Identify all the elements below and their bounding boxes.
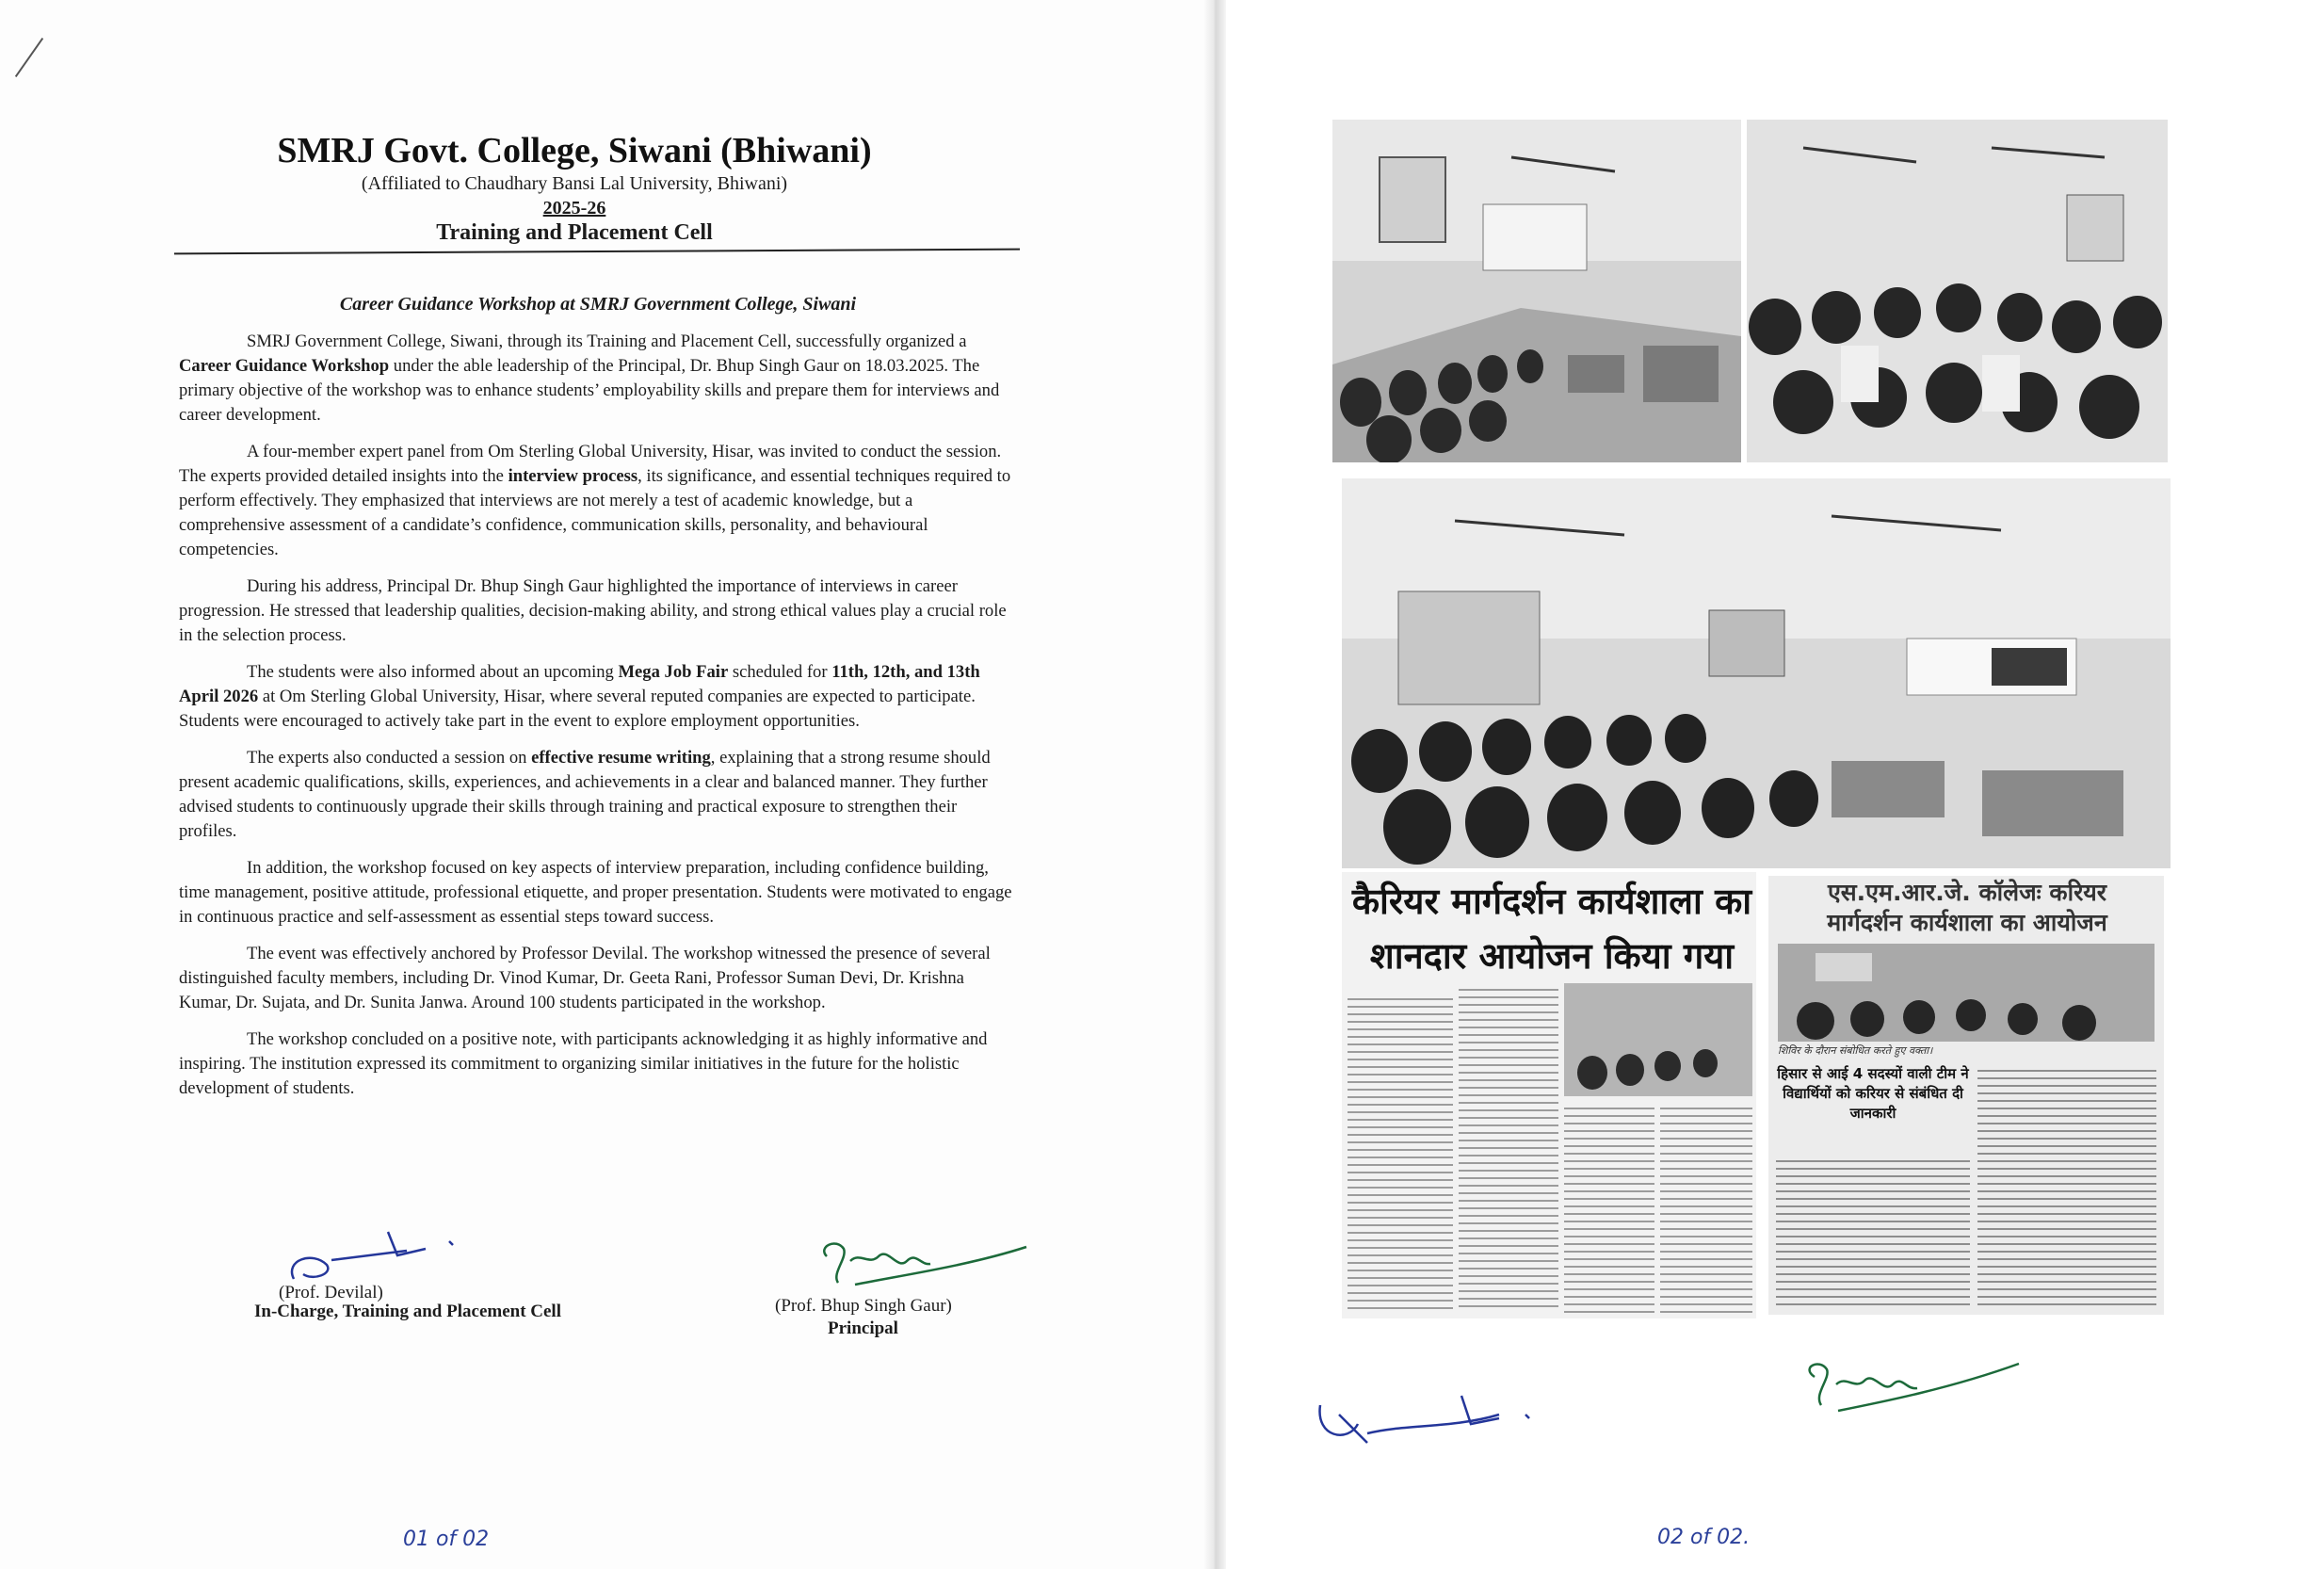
emphasis-text: effective resume writing: [531, 748, 711, 768]
emphasis-text: interview process: [508, 466, 638, 486]
clipping-1-column-2: [1459, 983, 1558, 1313]
clipping-2-photo: [1778, 944, 2155, 1042]
workshop-photo-1: [1332, 120, 1741, 462]
clipping-1-headline-line-1: कैरियर मार्गदर्शन कार्यशाला का: [1351, 881, 1752, 922]
principal-title: Principal: [828, 1318, 898, 1338]
clipping-2-headline-line-1: एस.एम.आर.जे. कॉलेजः करियर: [1827, 879, 2107, 906]
affiliation-line: (Affiliated to Chaudhary Bansi Lal University, Bhiwani): [361, 173, 788, 194]
incharge-signature: [275, 1222, 492, 1288]
incharge-signature-page-2: [1311, 1386, 1537, 1452]
principal-signature: [817, 1228, 1034, 1303]
paragraph-2: A four-member expert panel from Om Sterling Global University, Hisar, was invited to conduct the session. The experts provided detailed insights into the interview process, its significance, and essential techniques required to perform effectively. They emphasized that interviews are not merely a test of academic knowledge, but a comprehensive assessment of a candidate’s confidence, communication skills, personality, and behavioural competencies.: [179, 442, 1011, 559]
paragraph-8: The workshop concluded on a positive note, with participants acknowledging it as highly informative and inspiring. The institution expressed its commitment to organizing similar initiatives in the future for the holistic development of students.: [179, 1029, 988, 1098]
clipping-1-column-1: [1348, 993, 1453, 1313]
clipping-2-subheading: हिसार से आई 4 सदस्यों वाली टीम ने विद्यार्थियों को करियर से संबंधित दी जानकारी: [1777, 1065, 1969, 1122]
incharge-title: In-Charge, Training and Placement Cell: [254, 1302, 561, 1321]
paragraph-7: The event was effectively anchored by Professor Devilal. The workshop witnessed the presence of several distinguished faculty members, including Dr. Vinod Kumar, Dr. Geeta Rani, Professor Suman Devi, Dr. Krishna Kumar, Dr. Sujata, and Dr. Sunita Janwa. Around 100 students participated in the workshop.: [179, 944, 991, 1012]
paragraph-1: SMRJ Government College, Siwani, through its Training and Placement Cell, successfully organized a Career Guidance Workshop under the able leadership of the Principal, Dr. Bhup Singh Gaur on 18.03.2025. The primary objective of the workshop was to enhance students’ employability skills and prepare them for interviews and career development.: [179, 332, 1000, 425]
college-title: SMRJ Govt. College, Siwani (Bhiwani): [277, 131, 872, 170]
clipping-2-headline-line-2: मार्गदर्शन कार्यशाला का आयोजन: [1827, 909, 2107, 936]
workshop-photo-3: [1342, 478, 2171, 868]
clipping-1-headline-line-2: शानदार आयोजन किया गया: [1369, 935, 1735, 977]
clipping-1-column-4: [1660, 1102, 1752, 1313]
workshop-photo-2: [1747, 120, 2168, 462]
clipping-2-column-2: [1977, 1064, 2156, 1309]
principal-signature-page-2: [1800, 1349, 2026, 1424]
clipping-2-headline: [1774, 878, 2160, 938]
cell-title: Training and Placement Cell: [436, 220, 713, 245]
newspaper-clipping-2: [1768, 876, 2164, 1315]
paragraph-3: During his address, Principal Dr. Bhup Singh Gaur highlighted the importance of interviews in career progression. He stressed that leadership qualities, decision-making ability, and strong ethical values play a crucial role in the selection process.: [179, 576, 1007, 645]
session-year-text: 2025-26: [542, 198, 606, 218]
page-number-right: 02 of 02.: [1657, 1526, 1751, 1549]
header-rule: [174, 249, 1020, 255]
paragraph-4: The students were also informed about an upcoming Mega Job Fair scheduled for 11th, 12th, and 13th April 2026 at Om Sterling Global University, Hisar, where several reputed companies are expected to participate. Students were encouraged to actively take part in the event to explore employment opportunities.: [179, 662, 980, 731]
clipping-1-photo: [1564, 983, 1752, 1096]
emphasis-text: Mega Job Fair: [618, 662, 729, 682]
incharge-name: (Prof. Devilal): [279, 1283, 383, 1302]
pen-mark: [15, 38, 43, 77]
principal-name: (Prof. Bhup Singh Gaur): [775, 1296, 952, 1316]
report-body: [179, 330, 1017, 1113]
page-fold: [1203, 0, 1226, 1569]
emphasis-text: Career Guidance Workshop: [179, 356, 390, 376]
session-year: [169, 198, 979, 219]
paragraph-5: The experts also conducted a session on effective resume writing, explaining that a strong resume should present academic qualifications, skills, experiences, and achievements in a clear and balanced manner. They further advised students to continuously upgrade their skills through training and practical exposure to strengthen their profiles.: [179, 748, 991, 841]
clipping-1-headline: [1349, 874, 1754, 983]
clipping-2-caption: शिविर के दौरान संबोधित करते हुए वक्ता।: [1778, 1044, 1933, 1057]
newspaper-clipping-1: [1342, 872, 1756, 1318]
emphasis-text: 11th, 12th, and 13th April 2026: [179, 662, 980, 706]
report-heading: Career Guidance Workshop at SMRJ Government College, Siwani: [339, 294, 857, 315]
page-number-left: 01 of 02: [403, 1528, 490, 1551]
paragraph-6: In addition, the workshop focused on key aspects of interview preparation, including confidence building, time management, positive attitude, professional etiquette, and proper presentation. Students were motivated to engage in continuous practice and self-assessment as essential steps toward success.: [179, 858, 1012, 927]
clipping-2-column-1: [1776, 1155, 1970, 1309]
clipping-1-column-3: [1564, 1102, 1654, 1313]
